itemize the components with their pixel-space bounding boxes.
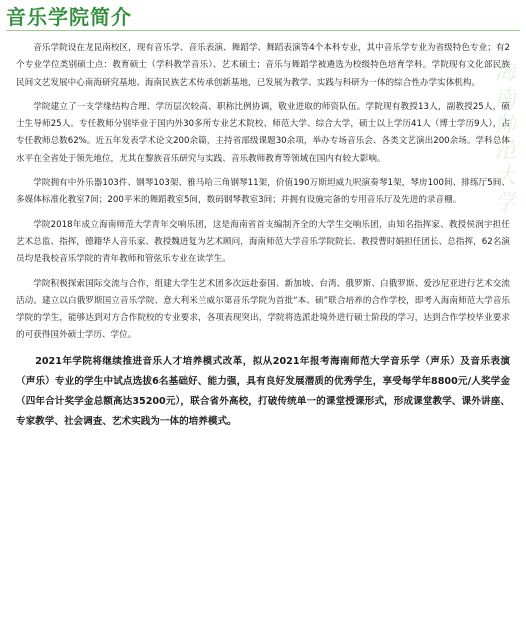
page-title: 音乐学院简介	[6, 5, 132, 29]
title-divider	[6, 30, 520, 31]
article-body	[16, 40, 510, 439]
facilities-paragraph: 学院拥有中外乐器103件、钢琴103架、雅马哈三角钢琴11架，价值190万斯坦威九呎演奏琴1架，琴房100间、排练厅5间、多媒体标准化教室7间；200平米的舞蹈教室5间，数码钢琴教室3间；并拥有设施完备的专用音乐厅及先进的录音棚。	[16, 178, 510, 206]
watermark-logo: 海南师范大学	[491, 60, 516, 216]
title-bar	[6, 4, 132, 30]
intro-paragraph: 音乐学院设在龙昆南校区，现有音乐学、音乐表演、舞蹈学、舞蹈表演等4个本科专业，其中音乐学专业为省级特色专业；有2个专业学位类别硕士点：教育硕士（学科教学音乐）、艺术硕士；音乐与舞蹈学被遴选为校级特色培育学科。学院现有文化部民族民间文艺发展中心南海研究基地、海南民族艺术传承创新基地，已发展为教学、实践与科研为一体的综合性办学实体机构。	[16, 43, 510, 88]
reform-highlight-paragraph: 2021年学院将继续推进音乐人才培养模式改革，拟从2021年报考海南师范大学音乐学（声乐）及音乐表演（声乐）专业的学生中试点选拔6名基础好、能力强，具有良好发展潜质的优秀学生，享受每学年8800元/人奖学金（四年合计奖学金总额高达35200元），联合省外高校，打破传统单一的课堂授课形式，形成课堂教学、课外讲座、专家教学、社会调查、艺术实践为一体的培养模式。	[16, 355, 510, 427]
faculty-paragraph: 学院建立了一支学缘结构合理、学历层次较高、职称比例协调，敬业进取的师资队伍。学院现有教授13人，副教授25人，硕士生导师25人。专任教师分别毕业于国内外30多所专业艺术院校、师范大学、综合大学，硕士以上学历41人（博士学历9人），占专任教师总数62%。近五年发表学术论文200余篇，主持省部级课题30余项，举办专场音乐会、各类文艺演出200余场。学科总体水平在全省处于领先地位，尤其在黎族音乐研究与实践、音乐教师教育等领域在国内有较大影响。	[16, 101, 510, 164]
orchestra-paragraph: 学院2018年成立海南师范大学青年交响乐团，这是海南省首支编制齐全的大学生交响乐团，由知名指挥家、教授侯润宇担任艺术总监、指挥，德籍华人音乐家、教授魏进复为艺术顾问，海南师范大学音乐学院院长、教授曹时娟担任团长、总指挥，62名演员均是我校音乐学院的青年教师和管弦乐专业在读学生。	[16, 219, 510, 265]
international-paragraph: 学院积极探索国际交流与合作，组建大学生艺术团多次远赴泰国、新加坡、台湾、俄罗斯、白俄罗斯、爱沙尼亚进行艺术交流活动。建立以白俄罗斯国立音乐学院、意大利米兰威尔第音乐学院为首批“本、硕”联合培养的合作学校，即考入海南师范大学音乐学院的学生，能够达到对方合作院校的专业要求，各项表现突出，学院将选派赴境外进行硕士阶段的学习，达到合作学校毕业要求的可获得国外硕士学历、学位。	[16, 278, 510, 341]
